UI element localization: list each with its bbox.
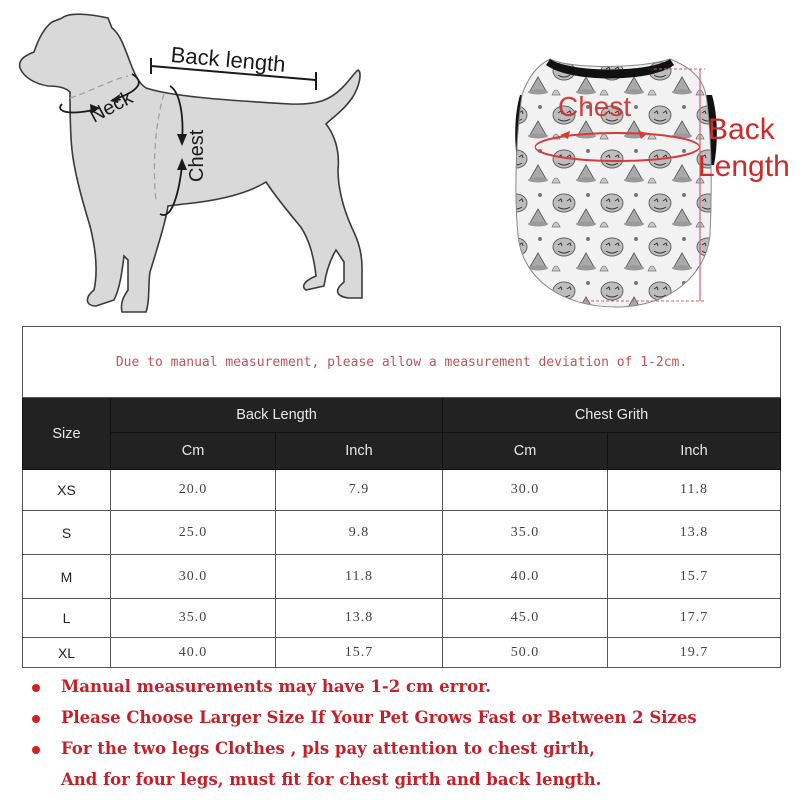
size-cell: S bbox=[23, 511, 111, 555]
back-length-label: Back length bbox=[169, 42, 287, 77]
back-inch-cell: 9.8 bbox=[276, 511, 443, 555]
note-item bbox=[32, 707, 792, 738]
halloween-shirt-icon bbox=[500, 55, 800, 315]
back-cm-cell: 20.0 bbox=[111, 470, 276, 511]
back-cm-cell: 25.0 bbox=[111, 511, 276, 555]
chest-label: Chest bbox=[186, 129, 208, 182]
size-cell: XL bbox=[23, 638, 111, 668]
chest-inch-cell: 15.7 bbox=[608, 555, 781, 599]
bullet-dot-icon bbox=[32, 715, 40, 723]
bullet-dot-icon bbox=[32, 684, 40, 692]
bullet-dot-icon bbox=[32, 746, 40, 754]
table-row bbox=[23, 555, 781, 599]
note-item-continuation bbox=[32, 769, 792, 800]
back-inch-cell: 7.9 bbox=[276, 470, 443, 511]
chest-cm-cell: 30.0 bbox=[443, 470, 608, 511]
note-item bbox=[32, 738, 792, 769]
header-chest-cm: Cm bbox=[443, 433, 608, 470]
header-chest-inch: Inch bbox=[608, 433, 781, 470]
note-item bbox=[32, 676, 792, 707]
measurement-notice: Due to manual measurement, please allow a measurement deviation of 1-2cm. bbox=[23, 327, 781, 398]
back-cm-cell: 35.0 bbox=[111, 599, 276, 638]
note-text: Please Choose Larger Size If Your Pet Grows Fast or Between 2 Sizes bbox=[61, 708, 697, 727]
sizing-notes bbox=[32, 676, 792, 800]
dog-measurement-diagram bbox=[0, 0, 400, 320]
chest-inch-cell: 19.7 bbox=[608, 638, 781, 668]
neck-label: Neck bbox=[86, 86, 137, 128]
table-row bbox=[23, 470, 781, 511]
size-cell: L bbox=[23, 599, 111, 638]
chest-cm-cell: 50.0 bbox=[443, 638, 608, 668]
note-text: And for four legs, must fit for chest girth and back length. bbox=[61, 770, 602, 789]
note-text: For the two legs Clothes , pls pay attention to chest girth, bbox=[61, 739, 595, 758]
shirt-chest-label: Chest bbox=[558, 91, 632, 122]
table-row bbox=[23, 599, 781, 638]
back-cm-cell: 30.0 bbox=[111, 555, 276, 599]
header-back-cm: Cm bbox=[111, 433, 276, 470]
chest-cm-cell: 45.0 bbox=[443, 599, 608, 638]
table-row bbox=[23, 638, 781, 668]
back-cm-cell: 40.0 bbox=[111, 638, 276, 668]
table-row bbox=[23, 511, 781, 555]
shirt-back-length-label-line2: Length bbox=[698, 150, 790, 183]
back-inch-cell: 15.7 bbox=[276, 638, 443, 668]
note-text: Manual measurements may have 1-2 cm error. bbox=[61, 677, 491, 696]
size-chart-table bbox=[22, 326, 781, 668]
size-cell: M bbox=[23, 555, 111, 599]
header-size: Size bbox=[23, 398, 111, 470]
back-inch-cell: 13.8 bbox=[276, 599, 443, 638]
chest-inch-cell: 11.8 bbox=[608, 470, 781, 511]
shirt-back-length-label-line1: Back bbox=[708, 113, 775, 146]
shirt-measurement-diagram bbox=[500, 55, 800, 315]
chest-cm-cell: 35.0 bbox=[443, 511, 608, 555]
back-inch-cell: 11.8 bbox=[276, 555, 443, 599]
header-back-length: Back Length bbox=[111, 398, 443, 433]
chest-cm-cell: 40.0 bbox=[443, 555, 608, 599]
size-cell: XS bbox=[23, 470, 111, 511]
chest-inch-cell: 17.7 bbox=[608, 599, 781, 638]
header-back-inch: Inch bbox=[276, 433, 443, 470]
header-chest-girth: Chest Grith bbox=[443, 398, 781, 433]
chest-inch-cell: 13.8 bbox=[608, 511, 781, 555]
